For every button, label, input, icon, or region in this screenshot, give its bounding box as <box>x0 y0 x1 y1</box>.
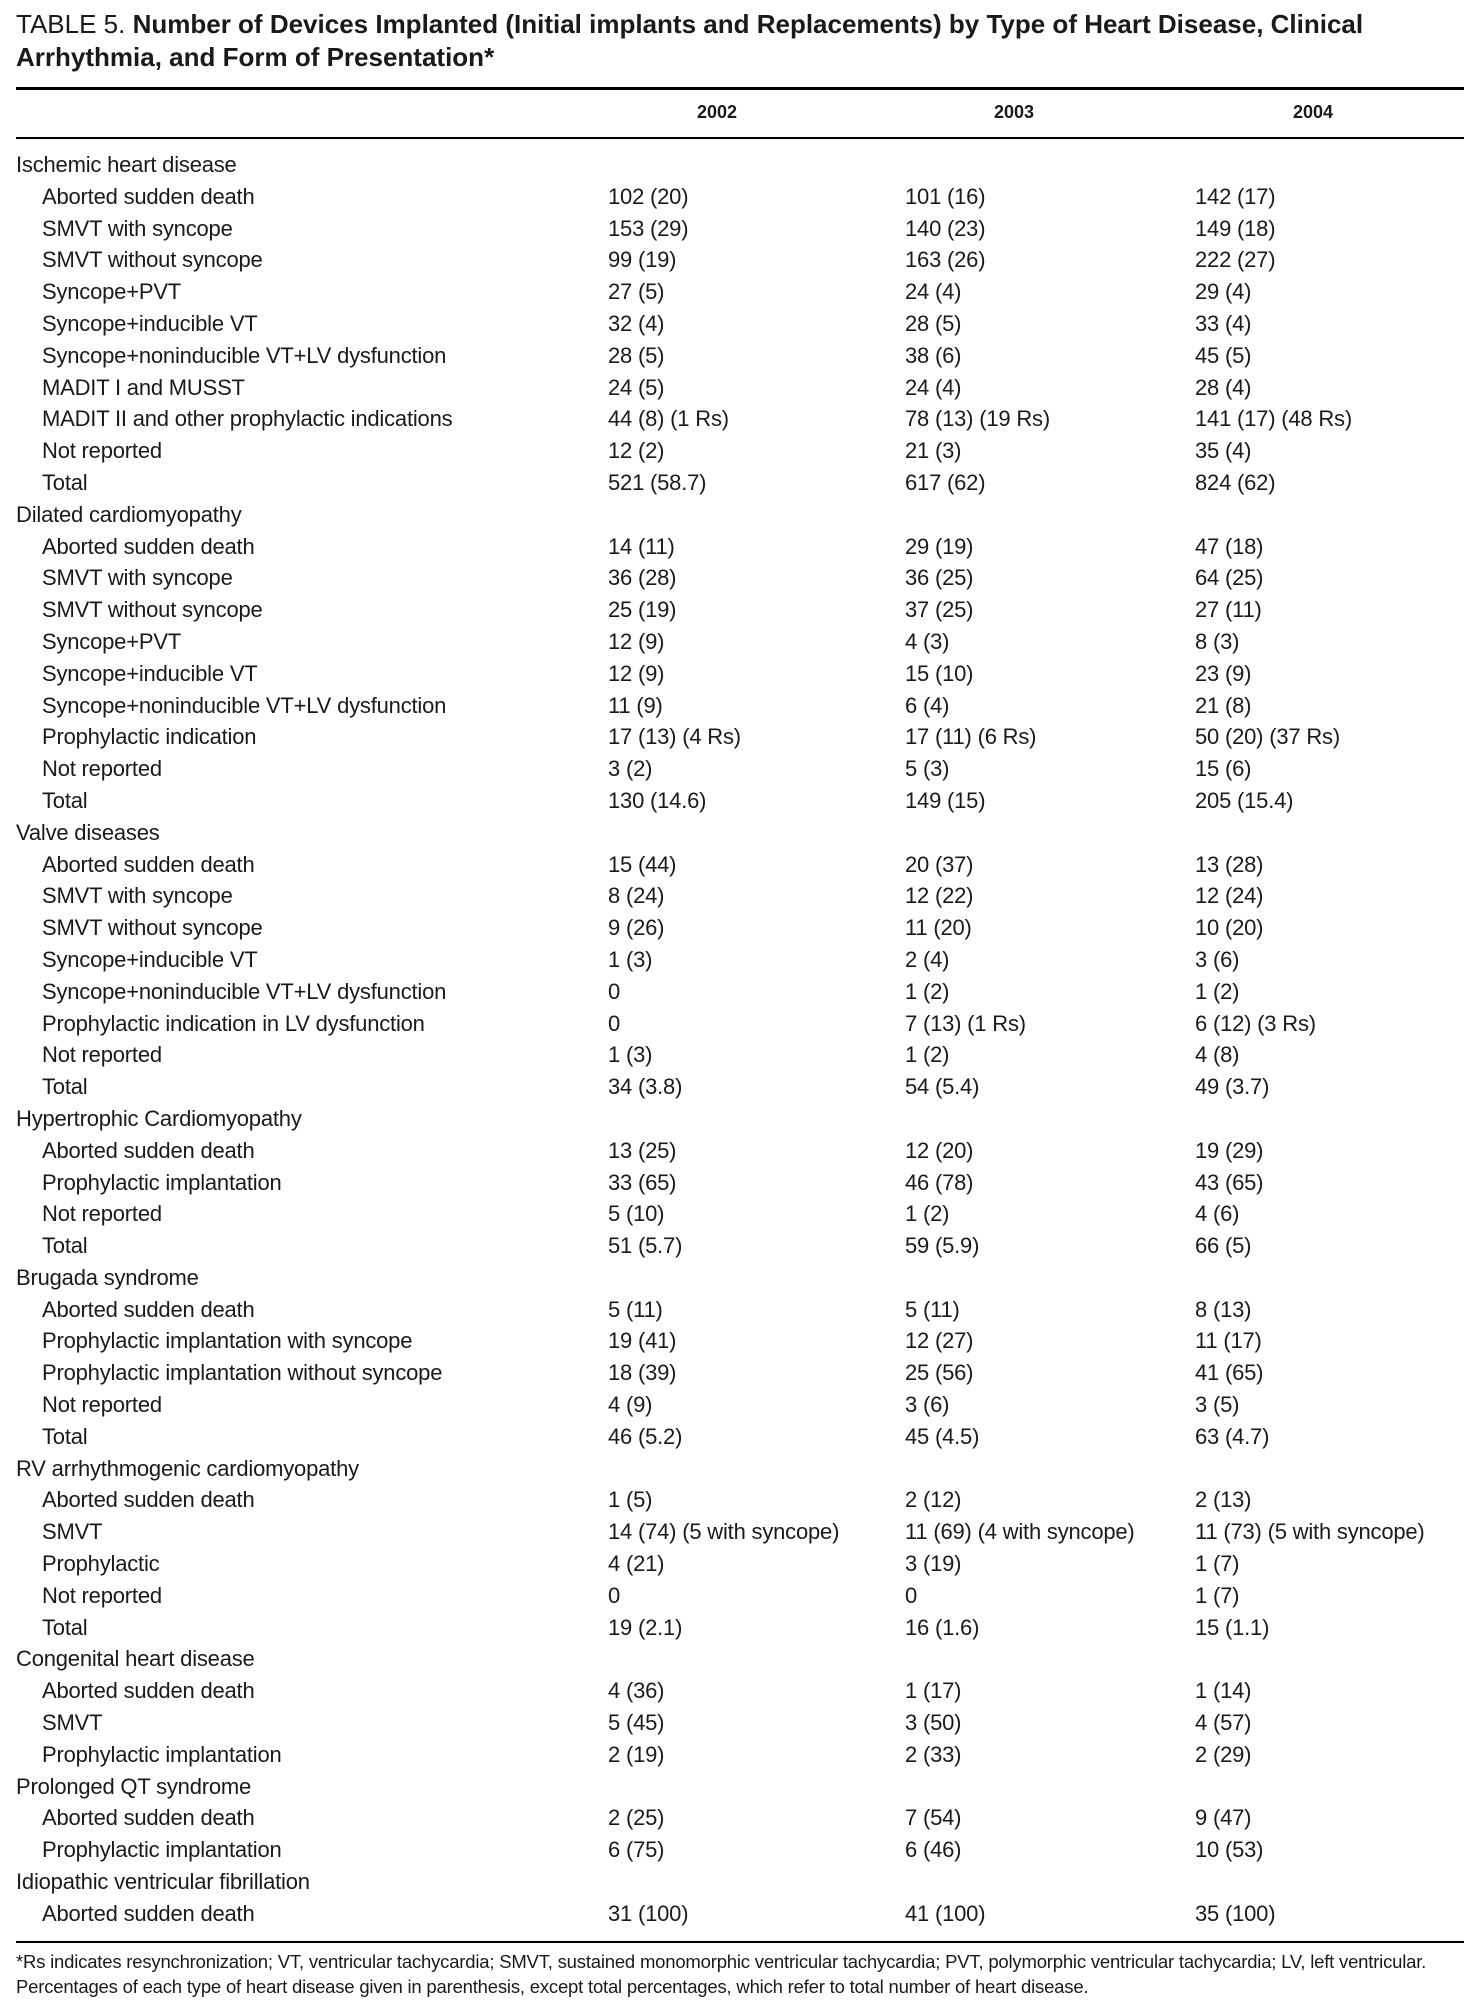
row-label: Total <box>42 1423 88 1449</box>
cell-2003: 617 (62) <box>905 469 986 495</box>
column-header-2002: 2002 <box>697 102 738 122</box>
row-label: Prophylactic implantation with syncope <box>42 1328 413 1354</box>
table-row <box>0 1899 1478 1931</box>
row-label: Not reported <box>42 1201 162 1227</box>
table-row <box>0 373 1478 405</box>
table-row <box>0 1835 1478 1867</box>
cell-2004: 6 (12) (3 Rs) <box>1195 1010 1316 1036</box>
cell-2004: 4 (6) <box>1195 1201 1240 1227</box>
cell-2003: 3 (19) <box>905 1551 962 1577</box>
cell-2003: 6 (4) <box>905 692 950 718</box>
cell-2003: 46 (78) <box>905 1169 974 1195</box>
table-row <box>0 1009 1478 1041</box>
cell-2004: 1 (7) <box>1195 1551 1240 1577</box>
cell-2003: 25 (56) <box>905 1360 974 1386</box>
cell-2002: 2 (19) <box>608 1741 665 1767</box>
cell-2002: 1 (3) <box>608 1042 653 1068</box>
cell-2002: 5 (11) <box>608 1296 663 1322</box>
cell-2004: 27 (11) <box>1195 597 1262 623</box>
cell-2002: 99 (19) <box>608 247 677 273</box>
section-heading-label: Idiopathic ventricular fibrillation <box>16 1869 310 1895</box>
section-heading-label: Valve diseases <box>16 819 160 845</box>
cell-2003: 7 (13) (1 Rs) <box>905 1010 1026 1036</box>
row-label: Not reported <box>42 1582 162 1608</box>
cell-2003: 11 (20) <box>905 915 972 941</box>
cell-2003: 29 (19) <box>905 533 974 559</box>
cell-2003: 38 (6) <box>905 342 962 368</box>
cell-2003: 78 (13) (19 Rs) <box>905 406 1050 432</box>
table-row <box>0 1199 1478 1231</box>
row-label: Aborted sudden death <box>42 1900 255 1926</box>
cell-2004: 1 (14) <box>1195 1678 1252 1704</box>
cell-2004: 29 (4) <box>1195 279 1252 305</box>
cell-2002: 5 (10) <box>608 1201 665 1227</box>
row-label: Prophylactic indication <box>42 724 257 750</box>
table-title <box>16 8 1456 74</box>
table-row <box>0 691 1478 723</box>
cell-2004: 45 (5) <box>1195 342 1252 368</box>
cell-2004: 33 (4) <box>1195 310 1252 336</box>
table-row <box>0 1740 1478 1772</box>
cell-2004: 222 (27) <box>1195 247 1276 273</box>
cell-2002: 36 (28) <box>608 565 677 591</box>
cell-2004: 19 (29) <box>1195 1137 1264 1163</box>
cell-2004: 9 (47) <box>1195 1805 1252 1831</box>
row-label: Prophylactic implantation <box>42 1837 282 1863</box>
section-heading <box>0 1454 1478 1486</box>
cell-2003: 140 (23) <box>905 215 986 241</box>
cell-2002: 15 (44) <box>608 851 677 877</box>
row-label: SMVT without syncope <box>42 915 263 941</box>
cell-2003: 24 (4) <box>905 374 962 400</box>
cell-2004: 13 (28) <box>1195 851 1264 877</box>
cell-2004: 824 (62) <box>1195 469 1276 495</box>
row-label: Total <box>42 469 88 495</box>
cell-2002: 33 (65) <box>608 1169 677 1195</box>
table-row <box>0 1040 1478 1072</box>
cell-2004: 47 (18) <box>1195 533 1264 559</box>
table-row <box>0 595 1478 627</box>
cell-2003: 28 (5) <box>905 310 962 336</box>
row-label: SMVT without syncope <box>42 597 263 623</box>
table-row <box>0 786 1478 818</box>
table-caption: Number of Devices Implanted (Initial implants and Replacements) by Type of Heart Disease, Clinical Arrhythmia, and Form of Presentation* <box>16 9 1364 72</box>
cell-2002: 4 (21) <box>608 1551 665 1577</box>
cell-2002: 17 (13) (4 Rs) <box>608 724 741 750</box>
row-label: Prophylactic <box>42 1551 160 1577</box>
cell-2003: 2 (12) <box>905 1487 962 1513</box>
row-label: Total <box>42 1614 88 1640</box>
cell-2002: 44 (8) (1 Rs) <box>608 406 729 432</box>
table-row <box>0 1136 1478 1168</box>
row-label: SMVT with syncope <box>42 883 233 909</box>
cell-2004: 41 (65) <box>1195 1360 1264 1386</box>
section-heading-label: Ischemic heart disease <box>16 152 237 177</box>
table-row <box>0 659 1478 691</box>
cell-2004: 205 (15.4) <box>1195 787 1294 813</box>
cell-2003: 45 (4.5) <box>905 1423 980 1449</box>
cell-2004: 66 (5) <box>1195 1233 1252 1259</box>
row-label: SMVT <box>42 1519 103 1545</box>
table-row <box>0 245 1478 277</box>
cell-2003: 0 <box>905 1582 918 1608</box>
section-heading <box>0 1772 1478 1804</box>
row-label: Syncope+noninducible VT+LV dysfunction <box>42 978 447 1004</box>
cell-2002: 3 (2) <box>608 756 653 782</box>
table-row <box>0 1072 1478 1104</box>
row-label: Aborted sudden death <box>42 533 255 559</box>
cell-2002: 521 (58.7) <box>608 469 707 495</box>
cell-2002: 153 (29) <box>608 215 689 241</box>
table-row <box>0 945 1478 977</box>
row-label: MADIT I and MUSST <box>42 374 245 400</box>
cell-2002: 34 (3.8) <box>608 1074 683 1100</box>
table-row <box>0 850 1478 882</box>
table-row <box>0 1326 1478 1358</box>
cell-2004: 4 (8) <box>1195 1042 1240 1068</box>
cell-2002: 46 (5.2) <box>608 1423 683 1449</box>
row-label: Syncope+PVT <box>42 279 182 305</box>
cell-2002: 25 (19) <box>608 597 677 623</box>
cell-2004: 8 (3) <box>1195 628 1240 654</box>
table-body <box>0 150 1478 1931</box>
cell-2004: 15 (6) <box>1195 756 1252 782</box>
top-rule <box>16 87 1464 90</box>
cell-2002: 19 (2.1) <box>608 1614 683 1640</box>
cell-2003: 3 (50) <box>905 1710 962 1736</box>
cell-2002: 102 (20) <box>608 183 689 209</box>
row-label: Aborted sudden death <box>42 1296 255 1322</box>
table-row <box>0 563 1478 595</box>
table-row <box>0 532 1478 564</box>
section-heading-label: Hypertrophic Cardiomyopathy <box>16 1105 302 1131</box>
table-row <box>0 436 1478 468</box>
table-footnote: *Rs indicates resynchronization; VT, ventricular tachycardia; SMVT, sustained monomorphic ventricular tachycardia; PVT, polymorphic ventricular tachycardia; LV, left ventricular. Percentages of each type of heart disease given in parenthesis, except total percentages, which refer to total number of heart disease. <box>16 1951 1427 1997</box>
cell-2003: 41 (100) <box>905 1900 986 1926</box>
cell-2002: 12 (2) <box>608 438 665 464</box>
cell-2002: 31 (100) <box>608 1900 689 1926</box>
row-label: Prophylactic implantation <box>42 1741 282 1767</box>
cell-2002: 11 (9) <box>608 692 663 718</box>
cell-2003: 1 (2) <box>905 978 950 1004</box>
cell-2003: 15 (10) <box>905 660 974 686</box>
section-heading <box>0 1263 1478 1295</box>
cell-2002: 0 <box>608 1010 621 1036</box>
table-row <box>0 404 1478 436</box>
cell-2004: 142 (17) <box>1195 183 1276 209</box>
cell-2004: 15 (1.1) <box>1195 1614 1270 1640</box>
cell-2003: 21 (3) <box>905 438 962 464</box>
table-row <box>0 1168 1478 1200</box>
table-row <box>0 309 1478 341</box>
table-row <box>0 1485 1478 1517</box>
cell-2002: 5 (45) <box>608 1710 665 1736</box>
cell-2003: 20 (37) <box>905 851 974 877</box>
table-row <box>0 881 1478 913</box>
cell-2003: 17 (11) (6 Rs) <box>905 724 1037 750</box>
row-label: SMVT with syncope <box>42 215 233 241</box>
cell-2003: 12 (20) <box>905 1137 974 1163</box>
table-row <box>0 722 1478 754</box>
row-label: Syncope+inducible VT <box>42 660 258 686</box>
cell-2004: 3 (6) <box>1195 946 1240 972</box>
cell-2003: 37 (25) <box>905 597 974 623</box>
row-label: Aborted sudden death <box>42 1805 255 1831</box>
cell-2002: 27 (5) <box>608 279 665 305</box>
row-label: Aborted sudden death <box>42 1487 255 1513</box>
row-label: MADIT II and other prophylactic indications <box>42 406 453 432</box>
cell-2004: 1 (2) <box>1195 978 1240 1004</box>
cell-2003: 101 (16) <box>905 183 986 209</box>
table-label: TABLE 5. <box>16 9 126 39</box>
cell-2002: 2 (25) <box>608 1805 665 1831</box>
row-label: Aborted sudden death <box>42 183 255 209</box>
cell-2004: 21 (8) <box>1195 692 1252 718</box>
cell-2003: 149 (15) <box>905 787 986 813</box>
row-label: Syncope+noninducible VT+LV dysfunction <box>42 692 447 718</box>
cell-2002: 32 (4) <box>608 310 665 336</box>
cell-2004: 141 (17) (48 Rs) <box>1195 406 1352 432</box>
cell-2004: 11 (17) <box>1195 1328 1262 1354</box>
cell-2002: 12 (9) <box>608 660 665 686</box>
cell-2004: 10 (20) <box>1195 915 1264 941</box>
row-label: Aborted sudden death <box>42 851 255 877</box>
table-row <box>0 977 1478 1009</box>
row-label: Total <box>42 1074 88 1100</box>
header-rule <box>16 137 1464 139</box>
row-label: Syncope+inducible VT <box>42 946 258 972</box>
table-row <box>0 341 1478 373</box>
cell-2004: 35 (100) <box>1195 1900 1276 1926</box>
section-heading <box>0 818 1478 850</box>
cell-2002: 12 (9) <box>608 628 665 654</box>
cell-2003: 1 (2) <box>905 1201 950 1227</box>
cell-2003: 12 (27) <box>905 1328 974 1354</box>
cell-2002: 24 (5) <box>608 374 665 400</box>
row-label: Not reported <box>42 1042 162 1068</box>
cell-2004: 2 (13) <box>1195 1487 1252 1513</box>
section-heading <box>0 1867 1478 1899</box>
table-row <box>0 182 1478 214</box>
row-label: Not reported <box>42 1392 162 1418</box>
table-row <box>0 627 1478 659</box>
cell-2003: 163 (26) <box>905 247 986 273</box>
table-row <box>0 1549 1478 1581</box>
cell-2003: 2 (33) <box>905 1741 962 1767</box>
cell-2002: 0 <box>608 1582 621 1608</box>
cell-2004: 8 (13) <box>1195 1296 1252 1322</box>
table-row <box>0 1613 1478 1645</box>
cell-2003: 1 (2) <box>905 1042 950 1068</box>
column-header-2003: 2003 <box>994 102 1035 122</box>
table-row <box>0 468 1478 500</box>
cell-2002: 4 (9) <box>608 1392 653 1418</box>
section-heading <box>0 1644 1478 1676</box>
cell-2003: 3 (6) <box>905 1392 950 1418</box>
cell-2004: 43 (65) <box>1195 1169 1264 1195</box>
row-label: SMVT <box>42 1710 103 1736</box>
cell-2002: 130 (14.6) <box>608 787 707 813</box>
cell-2003: 5 (11) <box>905 1296 960 1322</box>
cell-2004: 50 (20) (37 Rs) <box>1195 724 1340 750</box>
cell-2002: 51 (5.7) <box>608 1233 683 1259</box>
table-row <box>0 277 1478 309</box>
section-heading <box>0 1104 1478 1136</box>
cell-2002: 14 (11) <box>608 533 675 559</box>
row-label: Aborted sudden death <box>42 1678 255 1704</box>
table-row <box>0 1231 1478 1263</box>
cell-2004: 23 (9) <box>1195 660 1252 686</box>
cell-2003: 2 (4) <box>905 946 950 972</box>
table-row <box>0 1422 1478 1454</box>
cell-2002: 9 (26) <box>608 915 665 941</box>
row-label: Syncope+PVT <box>42 628 182 654</box>
cell-2004: 10 (53) <box>1195 1837 1264 1863</box>
cell-2004: 12 (24) <box>1195 883 1264 909</box>
row-label: Not reported <box>42 756 162 782</box>
table-row <box>0 1358 1478 1390</box>
section-heading-label: Congenital heart disease <box>16 1646 255 1672</box>
cell-2004: 35 (4) <box>1195 438 1252 464</box>
cell-2002: 6 (75) <box>608 1837 665 1863</box>
row-label: Prophylactic implantation without syncope <box>42 1360 443 1386</box>
cell-2004: 63 (4.7) <box>1195 1423 1270 1449</box>
section-heading-label: Dilated cardiomyopathy <box>16 501 242 527</box>
cell-2002: 1 (5) <box>608 1487 653 1513</box>
cell-2003: 11 (69) (4 with syncope) <box>905 1519 1135 1545</box>
cell-2003: 54 (5.4) <box>905 1074 980 1100</box>
cell-2003: 1 (17) <box>905 1678 962 1704</box>
cell-2003: 6 (46) <box>905 1837 962 1863</box>
cell-2004: 11 (73) (5 with syncope) <box>1195 1519 1425 1545</box>
table-row <box>0 214 1478 246</box>
row-label: Prophylactic indication in LV dysfunction <box>42 1010 425 1036</box>
cell-2002: 13 (25) <box>608 1137 677 1163</box>
row-label: SMVT with syncope <box>42 565 233 591</box>
section-heading <box>0 500 1478 532</box>
row-label: Total <box>42 1233 88 1259</box>
row-label: Total <box>42 787 88 813</box>
cell-2004: 3 (5) <box>1195 1392 1240 1418</box>
cell-2004: 49 (3.7) <box>1195 1074 1270 1100</box>
cell-2003: 16 (1.6) <box>905 1614 980 1640</box>
cell-2004: 1 (7) <box>1195 1582 1240 1608</box>
table-row <box>0 913 1478 945</box>
cell-2002: 18 (39) <box>608 1360 677 1386</box>
table-row <box>0 1676 1478 1708</box>
row-label: Syncope+noninducible VT+LV dysfunction <box>42 342 447 368</box>
row-label: Prophylactic implantation <box>42 1169 282 1195</box>
cell-2004: 28 (4) <box>1195 374 1252 400</box>
cell-2004: 149 (18) <box>1195 215 1276 241</box>
cell-2002: 8 (24) <box>608 883 665 909</box>
table-row <box>0 1295 1478 1327</box>
cell-2002: 0 <box>608 978 621 1004</box>
section-heading-label: Brugada syndrome <box>16 1264 199 1290</box>
cell-2003: 36 (25) <box>905 565 974 591</box>
cell-2003: 12 (22) <box>905 883 974 909</box>
cell-2003: 7 (54) <box>905 1805 962 1831</box>
table-row <box>0 1390 1478 1422</box>
cell-2002: 4 (36) <box>608 1678 665 1704</box>
table-row <box>0 1517 1478 1549</box>
cell-2004: 4 (57) <box>1195 1710 1252 1736</box>
row-label: Syncope+inducible VT <box>42 310 258 336</box>
cell-2003: 59 (5.9) <box>905 1233 980 1259</box>
row-label: Aborted sudden death <box>42 1137 255 1163</box>
section-heading <box>0 150 1478 182</box>
cell-2004: 64 (25) <box>1195 565 1264 591</box>
row-label: Not reported <box>42 438 162 464</box>
row-label: SMVT without syncope <box>42 247 263 273</box>
table-row <box>0 1708 1478 1740</box>
cell-2002: 14 (74) (5 with syncope) <box>608 1519 840 1545</box>
section-heading-label: Prolonged QT syndrome <box>16 1773 252 1799</box>
cell-2003: 5 (3) <box>905 756 950 782</box>
table-row <box>0 754 1478 786</box>
section-heading-label: RV arrhythmogenic cardiomyopathy <box>16 1455 359 1481</box>
table-row <box>0 1581 1478 1613</box>
column-header-2004: 2004 <box>1293 102 1334 122</box>
cell-2003: 4 (3) <box>905 628 950 654</box>
cell-2004: 2 (29) <box>1195 1741 1252 1767</box>
cell-2002: 19 (41) <box>608 1328 677 1354</box>
cell-2003: 24 (4) <box>905 279 962 305</box>
cell-2002: 1 (3) <box>608 946 653 972</box>
bottom-rule <box>16 1941 1464 1943</box>
cell-2002: 28 (5) <box>608 342 665 368</box>
table-row <box>0 1803 1478 1835</box>
